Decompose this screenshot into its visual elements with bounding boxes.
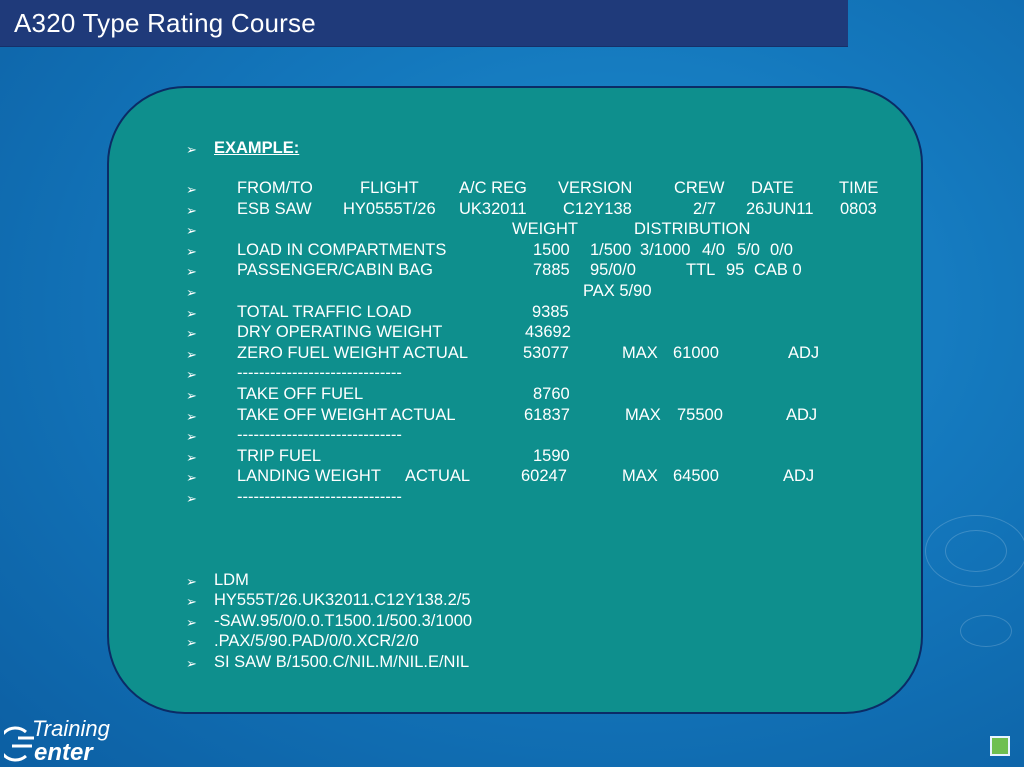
bullet-icon: ➢	[186, 305, 197, 321]
logo-word-training: Training	[32, 716, 110, 741]
load-message-field: 61000	[673, 343, 719, 362]
load-message-field: MAX	[622, 343, 658, 362]
load-message-field: FROM/TO	[237, 179, 313, 197]
bullet-icon: ➢	[186, 264, 197, 280]
load-message-field: 0803	[840, 199, 877, 218]
ldm-line: .PAX/5/90.PAD/0/0.XCR/2/0	[214, 632, 419, 651]
load-message-field: 61837	[524, 405, 570, 424]
load-message-field: TAKE OFF WEIGHT ACTUAL	[237, 405, 456, 424]
load-message-field: 1/500	[590, 240, 632, 259]
load-message-field: CREW	[674, 179, 725, 197]
load-message-field: 43692	[525, 323, 571, 342]
training-center-logo	[4, 706, 134, 764]
load-message-field: 53077	[523, 343, 569, 362]
bullet-icon: ➢	[186, 429, 197, 445]
load-message-field: 60247	[521, 467, 567, 486]
load-message-field: 0/0	[770, 240, 793, 259]
load-message-field: 1500	[533, 240, 570, 259]
load-message-field: 1590	[533, 446, 570, 465]
load-message-field: PASSENGER/CABIN BAG	[237, 261, 433, 280]
load-message-field: 7885	[533, 261, 570, 280]
page-title: A320 Type Rating Course	[14, 8, 316, 38]
bullet-icon: ➢	[186, 182, 197, 197]
bullet-icon: ➢	[186, 367, 197, 383]
bullet-icon: ➢	[186, 243, 197, 259]
bullet-icon: ➢	[186, 491, 197, 506]
load-message-field: 26JUN11	[746, 199, 814, 218]
logo-word-center: enter	[34, 739, 93, 764]
load-message-field: DRY OPERATING WEIGHT	[237, 323, 443, 342]
slide-nav-button[interactable]	[990, 736, 1010, 756]
bullet-icon: ➢	[186, 346, 197, 362]
ldm-line: -SAW.95/0/0.0.T1500.1/500.3/1000	[214, 611, 473, 630]
load-message-field: LANDING WEIGHT	[237, 467, 381, 486]
load-message-field: ACTUAL	[405, 467, 471, 486]
bullet-icon: ➢	[186, 449, 197, 465]
bullet-icon: ➢	[186, 408, 197, 424]
load-message-field: ADJ	[783, 467, 815, 486]
bullet-icon: ➢	[186, 574, 197, 589]
load-message-field: DISTRIBUTION	[634, 220, 751, 239]
load-message-field: 5/0	[737, 240, 760, 259]
load-message-field: LOAD IN COMPARTMENTS	[237, 240, 447, 259]
load-message-field: ADJ	[788, 343, 820, 362]
load-message-field: TTL	[686, 261, 716, 280]
ldm-line: LDM	[214, 571, 249, 589]
load-message-field: HY0555T/26	[343, 199, 436, 218]
bullet-icon: ➢	[186, 202, 197, 218]
bullet-icon: ➢	[186, 285, 197, 300]
title-bar	[0, 0, 848, 47]
load-message-field: ESB SAW	[237, 199, 312, 218]
load-message-field: C12Y138	[563, 199, 632, 218]
load-message-field: TRIP FUEL	[237, 446, 322, 465]
load-message-field: WEIGHT	[512, 220, 578, 239]
load-message-field: ZERO FUEL WEIGHT ACTUAL	[237, 343, 469, 362]
bullet-icon: ➢	[186, 326, 197, 342]
load-message-field: 4/0	[702, 240, 725, 259]
ldm-line: HY555T/26.UK32011.C12Y138.2/5	[214, 591, 471, 610]
water-ripple-decoration	[960, 615, 1012, 647]
load-message-field: 64500	[673, 467, 719, 486]
bullet-icon: ➢	[186, 142, 197, 157]
load-message-field: FLIGHT	[360, 179, 419, 197]
bullet-icon: ➢	[186, 655, 197, 671]
load-message-field: CAB 0	[754, 261, 802, 280]
bullet-icon: ➢	[186, 635, 197, 651]
bullet-icon: ➢	[186, 388, 197, 403]
load-message-field: 8760	[533, 385, 570, 403]
bullet-icon: ➢	[186, 470, 197, 486]
load-message-field: TIME	[839, 179, 879, 197]
load-message-field: A/C REG	[459, 179, 527, 197]
bullet-icon: ➢	[186, 614, 197, 630]
load-message-field: 3/1000	[640, 240, 691, 259]
load-message-field: 9385	[532, 302, 569, 321]
load-message-field: TAKE OFF FUEL	[237, 385, 364, 403]
load-message-field: 95	[726, 261, 745, 280]
load-message-field: MAX	[625, 405, 661, 424]
water-ripple-decoration	[925, 515, 1024, 587]
ldm-line: SI SAW B/1500.C/NIL.M/NIL.E/NIL	[214, 652, 470, 671]
bullet-icon: ➢	[186, 594, 197, 610]
load-message-field: 95/0/0	[590, 261, 636, 280]
load-message-field: MAX	[622, 467, 658, 486]
load-message-field: ADJ	[786, 405, 818, 424]
load-message-field: UK32011	[459, 199, 527, 218]
load-message-field: 75500	[677, 405, 723, 424]
bullet-icon: ➢	[186, 223, 197, 239]
load-message-field: TOTAL TRAFFIC LOAD	[237, 302, 412, 321]
load-message-field: ------------------------------	[237, 364, 402, 383]
load-message-field: 2/7	[693, 199, 716, 218]
load-message-field: VERSION	[558, 179, 633, 197]
example-label: EXAMPLE:	[214, 139, 300, 157]
load-message-field: ------------------------------	[237, 488, 402, 506]
load-message-field: PAX 5/90	[583, 282, 652, 300]
load-message-field: DATE	[751, 179, 794, 197]
load-message-field: ------------------------------	[237, 426, 402, 445]
